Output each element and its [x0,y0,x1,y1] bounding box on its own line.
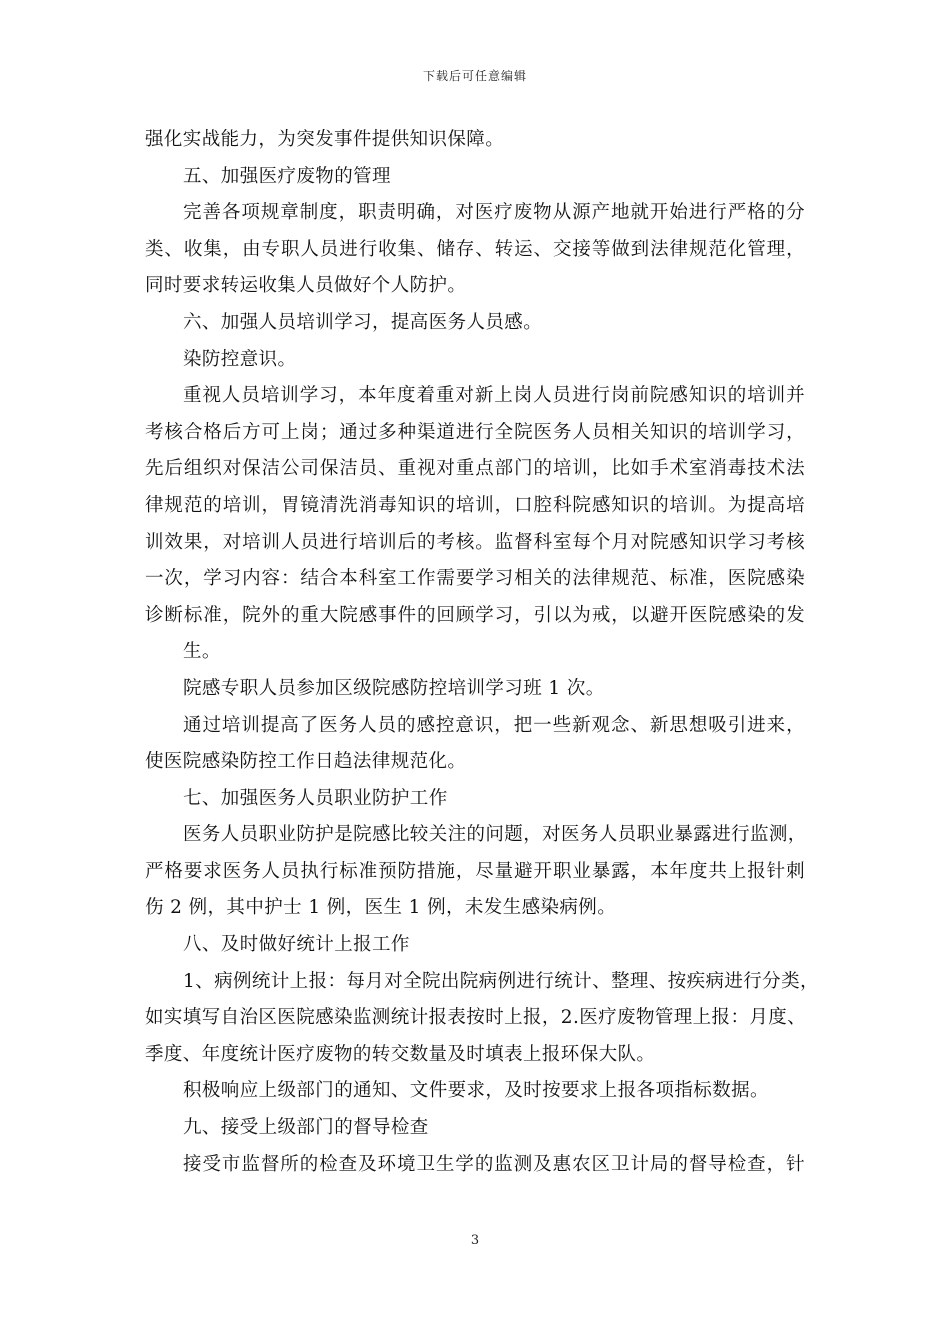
section-heading: 九、接受上级部门的督导检查 [183,1117,429,1139]
page-header: 下载后可任意编辑 [422,69,527,83]
text-line: 染防控意识。 [183,348,297,370]
text-line: 生。 [183,641,221,663]
text-line: 如实填写自治区医院感染监测统计报表按时上报，2.医疗废物管理上报：月度、 [145,1007,807,1029]
text-line: 严格要求医务人员执行标准预防措施，尽量避开职业暴露，本年度共上报针刺 [145,860,805,882]
text-line: 院感专职人员参加区级院感防控培训学习班 1 次。 [183,677,605,699]
text-line: 接受市监督所的检查及环境卫生学的监测及惠农区卫计局的督导检查，针 [183,1153,805,1175]
section-heading: 六、加强人员培训学习，提高医务人员感。 [183,311,543,333]
text-line: 伤 2 例，其中护士 1 例，医生 1 例，未发生感染病例。 [145,897,617,919]
text-line: 完善各项规章制度，职责明确，对医疗废物从源产地就开始进行严格的分 [183,202,805,224]
text-line: 同时要求转运收集人员做好个人防护。 [145,275,467,297]
text-line: 季度、年度统计医疗废物的转交数量及时填表上报环保大队。 [145,1043,656,1065]
section-heading: 八、及时做好统计上报工作 [183,934,410,956]
text-line: 律规范的培训，胃镜清洗消毒知识的培训，口腔科院感知识的培训。为提高培 [145,494,805,516]
text-line: 考核合格后方可上岗；通过多种渠道进行全院医务人员相关知识的培训学习， [145,421,805,443]
text-line: 重视人员培训学习，本年度着重对新上岗人员进行岗前院感知识的培训并 [183,385,805,407]
text-line: 诊断标准，院外的重大院感事件的回顾学习，引以为戒，以避开医院感染的发 [145,604,805,626]
text-line: 1、病例统计上报：每月对全院出院病例进行统计、整理、按疾病进行分类， [183,970,819,992]
section-heading: 五、加强医疗废物的管理 [183,165,391,187]
section-heading: 七、加强医务人员职业防护工作 [183,787,448,809]
page-number: 3 [470,1233,480,1248]
document-body [145,122,819,1183]
text-line: 强化实战能力，为突发事件提供知识保障。 [145,129,505,150]
text-line: 类、收集，由专职人员进行收集、储存、转运、交接等做到法律规范化管理， [145,238,805,260]
text-line: 训效果，对培训人员进行培训后的考核。监督科室每个月对院感知识学习考核 [145,531,805,553]
text-line: 先后组织对保洁公司保洁员、重视对重点部门的培训，比如手术室消毒技术法 [145,458,805,480]
text-line: 一次，学习内容：结合本科室工作需要学习相关的法律规范、标准，医院感染 [145,568,805,590]
text-line: 通过培训提高了医务人员的感控意识，把一些新观念、新思想吸引进来， [183,714,805,736]
text-line: 积极响应上级部门的通知、文件要求，及时按要求上报各项指标数据。 [183,1080,769,1102]
text-line: 医务人员职业防护是院感比较关注的问题，对医务人员职业暴露进行监测， [183,824,807,846]
text-line: 使医院感染防控工作日趋法律规范化。 [145,751,467,773]
